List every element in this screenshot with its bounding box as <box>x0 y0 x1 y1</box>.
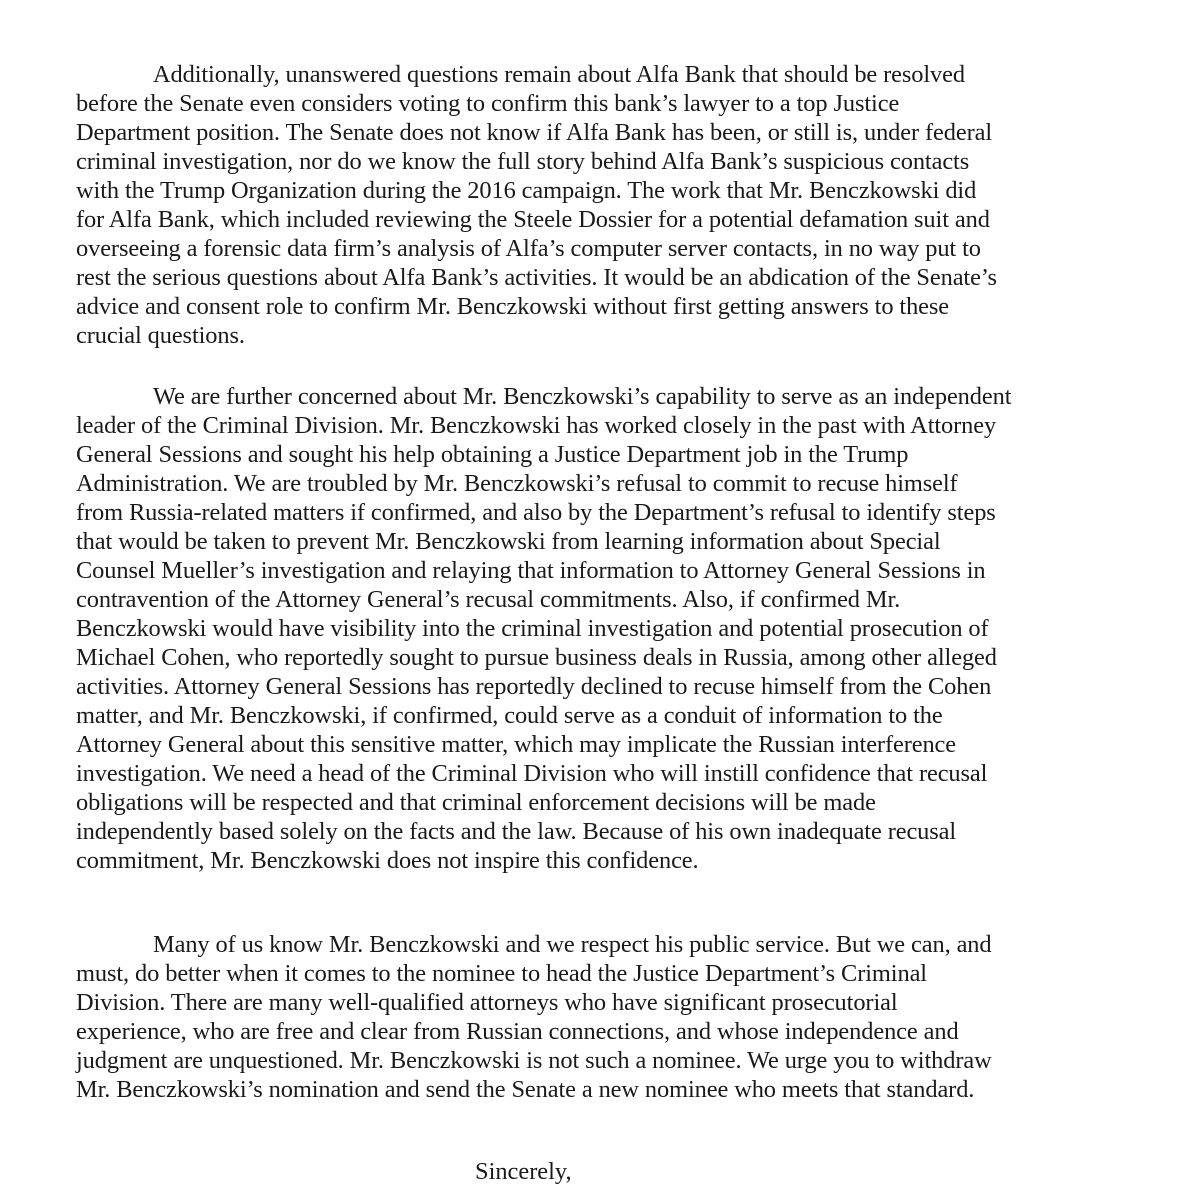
paragraph-2-line-6: that would be taken to prevent Mr. Benczkowski from learning information about Special <box>76 528 941 555</box>
paragraph-2-line-5: from Russia-related matters if confirmed, and also by the Department’s refusal to identify steps <box>76 499 996 526</box>
paragraph-2-line-3: General Sessions and sought his help obtaining a Justice Department job in the Trump <box>76 441 909 468</box>
paragraph-1-line-1: Additionally, unanswered questions remain about Alfa Bank that should be resolved <box>153 61 965 88</box>
paragraph-1-line-9: advice and consent role to confirm Mr. Benczkowski without first getting answers to these <box>76 293 950 320</box>
paragraph-2-line-9: Benczkowski would have visibility into the criminal investigation and potential prosecution of <box>76 615 989 642</box>
paragraph-2-line-12: matter, and Mr. Benczkowski, if confirmed, could serve as a conduit of information to the <box>76 702 943 729</box>
paragraph-1-line-3: Department position. The Senate does not know if Alfa Bank has been, or still is, under federal <box>76 119 992 146</box>
paragraph-2-line-8: contravention of the Attorney General’s recusal commitments. Also, if confirmed Mr. <box>76 586 901 613</box>
paragraph-1-line-10: crucial questions. <box>76 322 245 349</box>
paragraph-3-line-2: must, do better when it comes to the nominee to head the Justice Department’s Criminal <box>76 960 927 987</box>
closing-salutation: Sincerely, <box>475 1158 572 1185</box>
paragraph-3-line-4: experience, who are free and clear from Russian connections, and whose independence and <box>76 1018 959 1045</box>
paragraph-2-line-15: obligations will be respected and that criminal enforcement decisions will be made <box>76 789 876 816</box>
paragraph-2-line-7: Counsel Mueller’s investigation and relaying that information to Attorney General Sessions in <box>76 557 986 584</box>
paragraph-1-line-5: with the Trump Organization during the 2016 campaign. The work that Mr. Benczkowski did <box>76 177 977 204</box>
paragraph-2-line-1: We are further concerned about Mr. Benczkowski’s capability to serve as an independent <box>153 383 1012 410</box>
paragraph-1-line-4: criminal investigation, nor do we know the full story behind Alfa Bank’s suspicious contacts <box>76 148 970 175</box>
paragraph-1-line-6: for Alfa Bank, which included reviewing the Steele Dossier for a potential defamation suit and <box>76 206 990 233</box>
paragraph-1-line-8: rest the serious questions about Alfa Bank’s activities. It would be an abdication of the Senate’s <box>76 264 997 291</box>
paragraph-2-line-16: independently based solely on the facts and the law. Because of his own inadequate recusal <box>76 818 957 845</box>
paragraph-3-line-6: Mr. Benczkowski’s nomination and send the Senate a new nominee who meets that standard. <box>76 1076 975 1103</box>
paragraph-2-line-14: investigation. We need a head of the Criminal Division who will instill confidence that recusal <box>76 760 988 787</box>
paragraph-2-line-10: Michael Cohen, who reportedly sought to pursue business deals in Russia, among other alleged <box>76 644 997 671</box>
paragraph-1-line-2: before the Senate even considers voting to confirm this bank’s lawyer to a top Justice <box>76 90 900 117</box>
paragraph-2-line-2: leader of the Criminal Division. Mr. Benczkowski has worked closely in the past with Attorney <box>76 412 997 439</box>
paragraph-2-line-17: commitment, Mr. Benczkowski does not inspire this confidence. <box>76 847 699 874</box>
paragraph-3-line-1: Many of us know Mr. Benczkowski and we respect his public service. But we can, and <box>153 931 992 958</box>
paragraph-2-line-4: Administration. We are troubled by Mr. Benczkowski’s refusal to commit to recuse himself <box>76 470 958 497</box>
paragraph-2-line-13: Attorney General about this sensitive matter, which may implicate the Russian interference <box>76 731 956 758</box>
paragraph-1-line-7: overseeing a forensic data firm’s analysis of Alfa’s computer server contacts, in no way put to <box>76 235 981 262</box>
paragraph-3-line-3: Division. There are many well-qualified attorneys who have significant prosecutorial <box>76 989 898 1016</box>
paragraph-3-line-5: judgment are unquestioned. Mr. Benczkowski is not such a nominee. We urge you to withdraw <box>76 1047 992 1074</box>
paragraph-2-line-11: activities. Attorney General Sessions has reportedly declined to recuse himself from the Cohen <box>76 673 992 700</box>
